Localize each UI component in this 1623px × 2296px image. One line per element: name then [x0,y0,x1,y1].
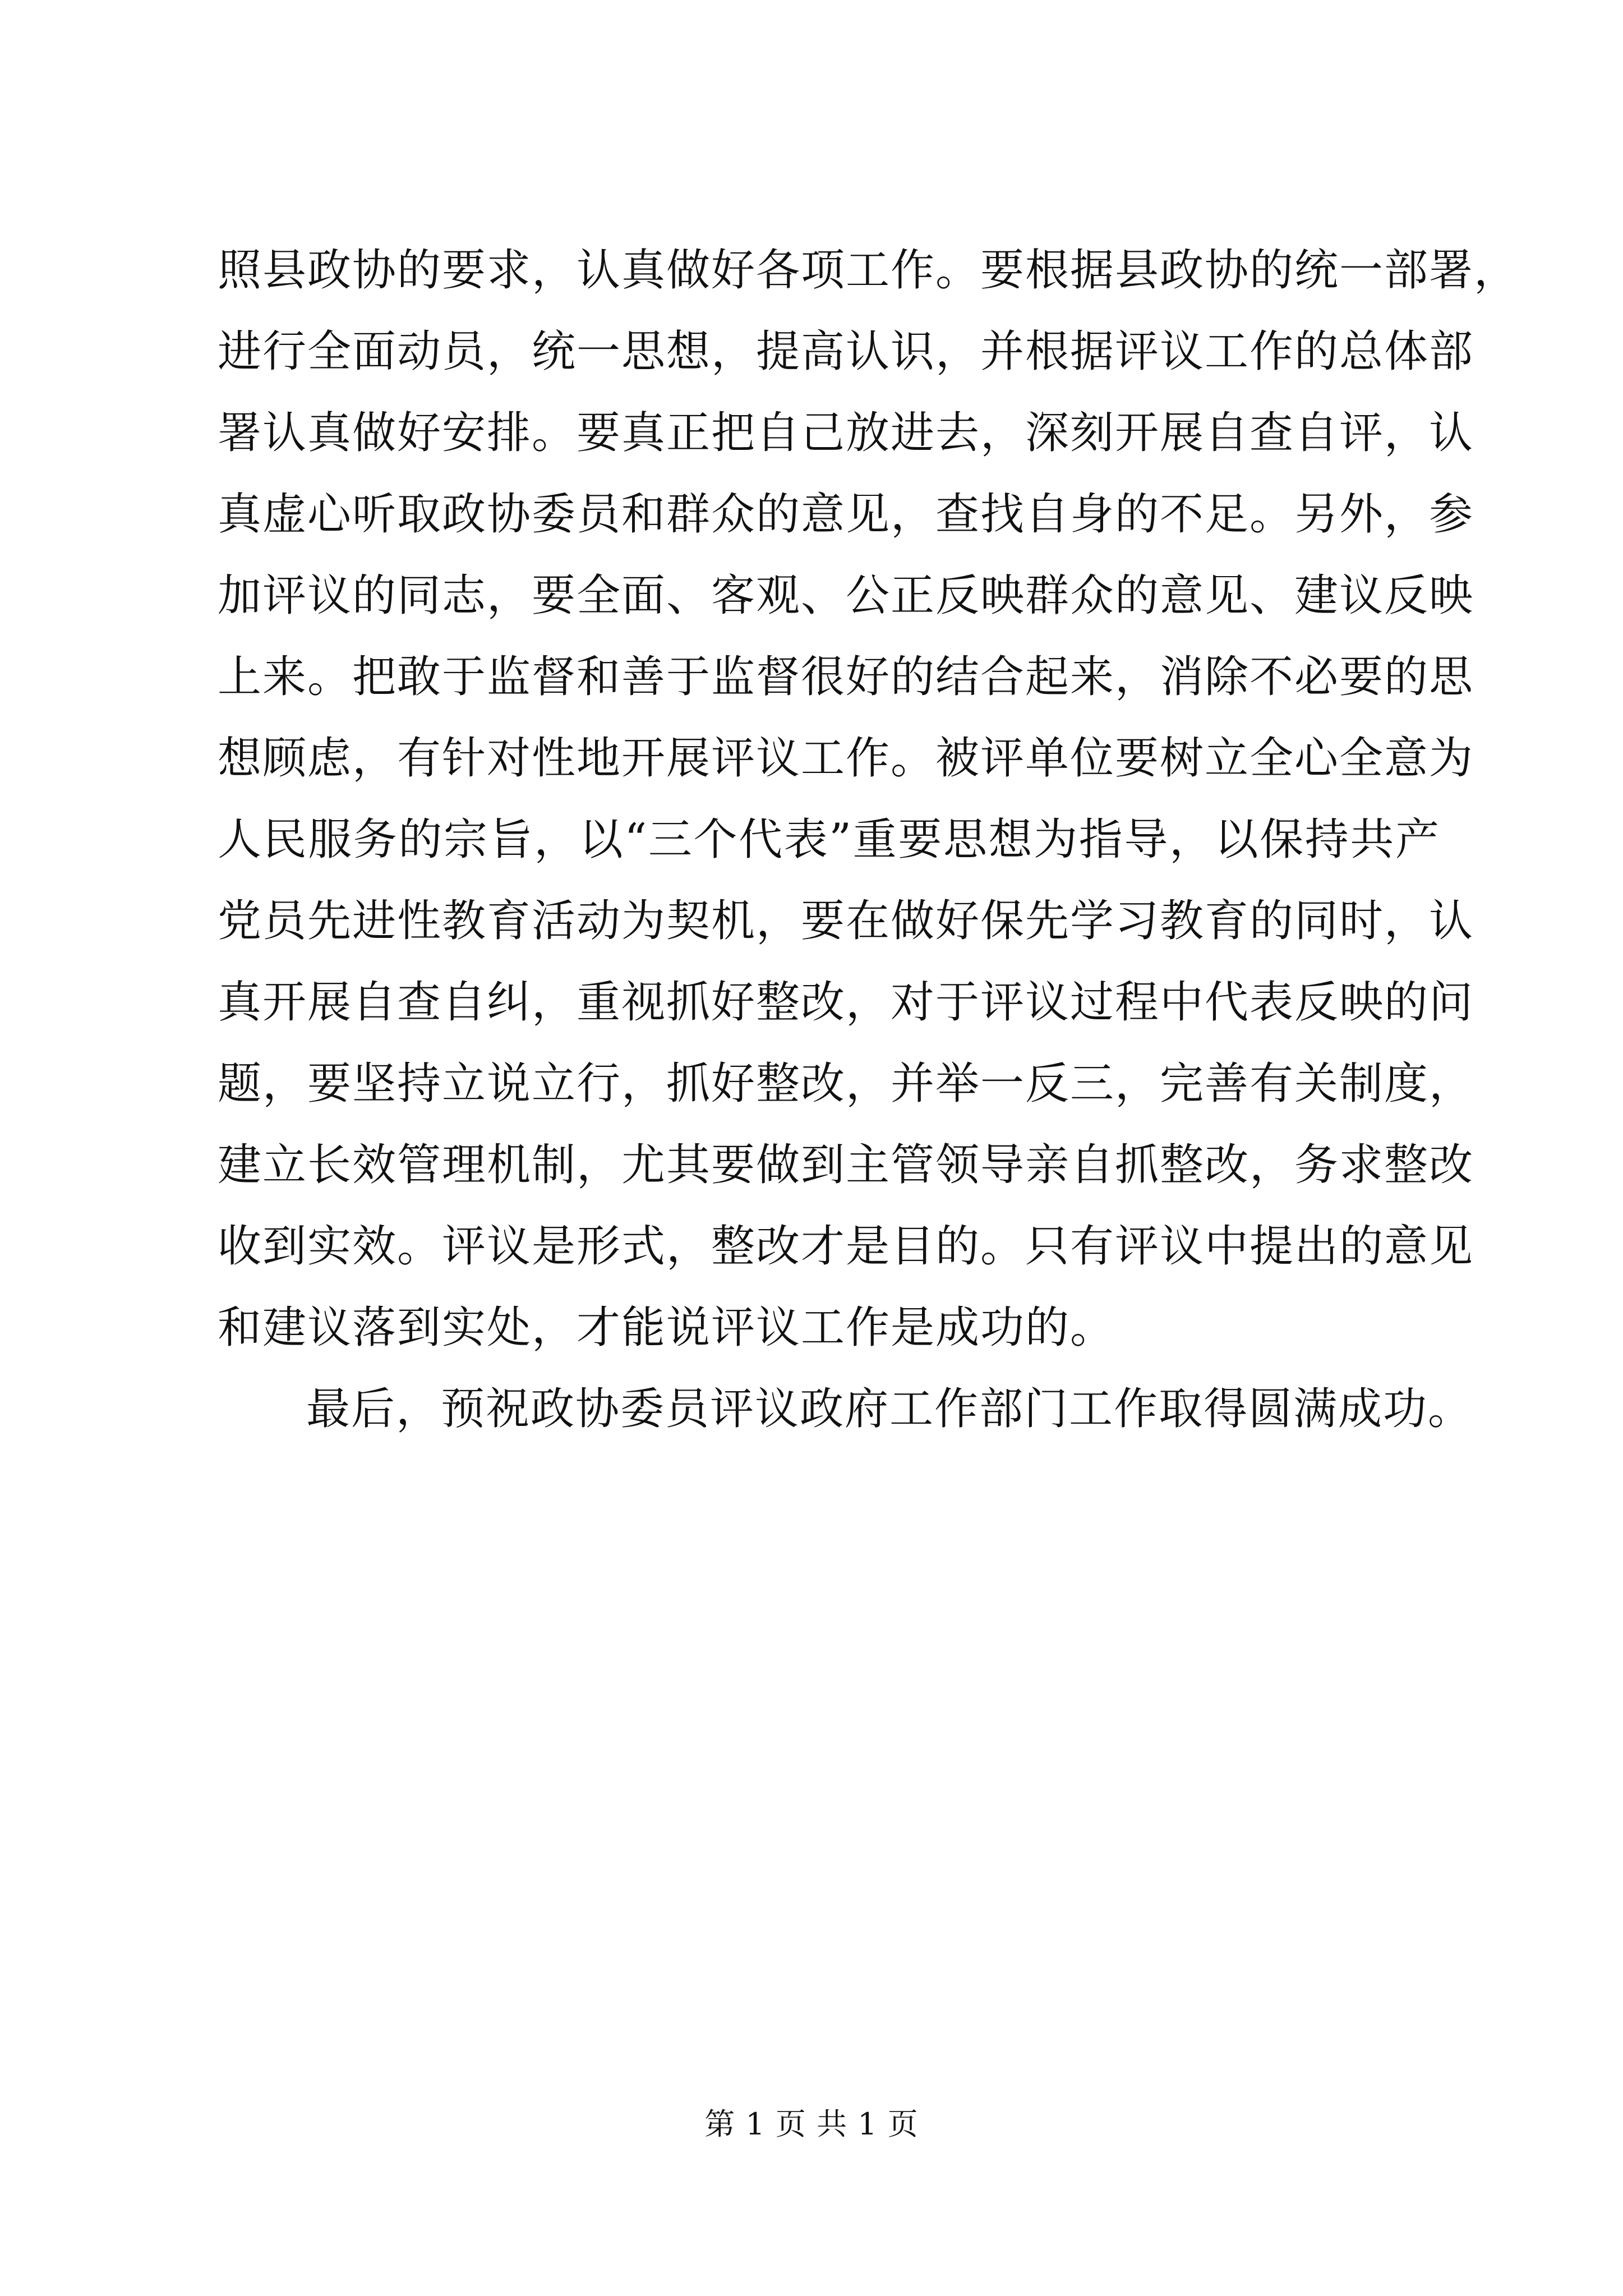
page-footer [0,2105,1623,2144]
body-text [218,230,1519,1450]
closing-paragraph: 最后，预祝政协委员评议政府工作部门工作取得圆满成功。 [306,1384,1473,1434]
text-line: 和建议落到实处，才能说评议工作是成功的。 [218,1303,1115,1353]
text-line: 收到实效。评议是形式，整改才是目的。只有评议中提出的意见 [218,1221,1474,1272]
text-line: 题，要坚持立说立行，抓好整改，并举一反三，完善有关制度， [218,1059,1474,1109]
text-line: 真虚心听取政协委员和群众的意见，查找自身的不足。另外，参 [218,489,1474,540]
text-line: 党员先进性教育活动为契机，要在做好保先学习教育的同时，认 [218,896,1474,946]
text-line: 真开展自查自纠，重视抓好整改，对于评议过程中代表反映的问 [218,977,1474,1028]
text-line: 进行全面动员，统一思想，提高认识，并根据评议工作的总体部 [218,326,1474,377]
text-line: 人民服务的宗旨，以“三个代表”重要思想为指导，以保持共产 [218,815,1440,865]
text-line: 建立长效管理机制，尤其要做到主管领导亲自抓整改，务求整改 [218,1140,1474,1190]
text-line: 署认真做好安排。要真正把自己放进去，深刻开展自查自评，认 [218,408,1474,458]
text-line: 想顾虑，有针对性地开展评议工作。被评单位要树立全心全意为 [218,733,1474,784]
text-line: 加评议的同志，要全面、客观、公正反映群众的意见、建议反映 [218,570,1474,621]
text-line: 上来。把敢于监督和善于监督很好的结合起来，消除不必要的思 [218,652,1474,702]
page-number: 第 1 页 共 1 页 [704,2106,919,2142]
text-line: 照县政协的要求，认真做好各项工作。要根据县政协的统一部署， [218,245,1519,296]
